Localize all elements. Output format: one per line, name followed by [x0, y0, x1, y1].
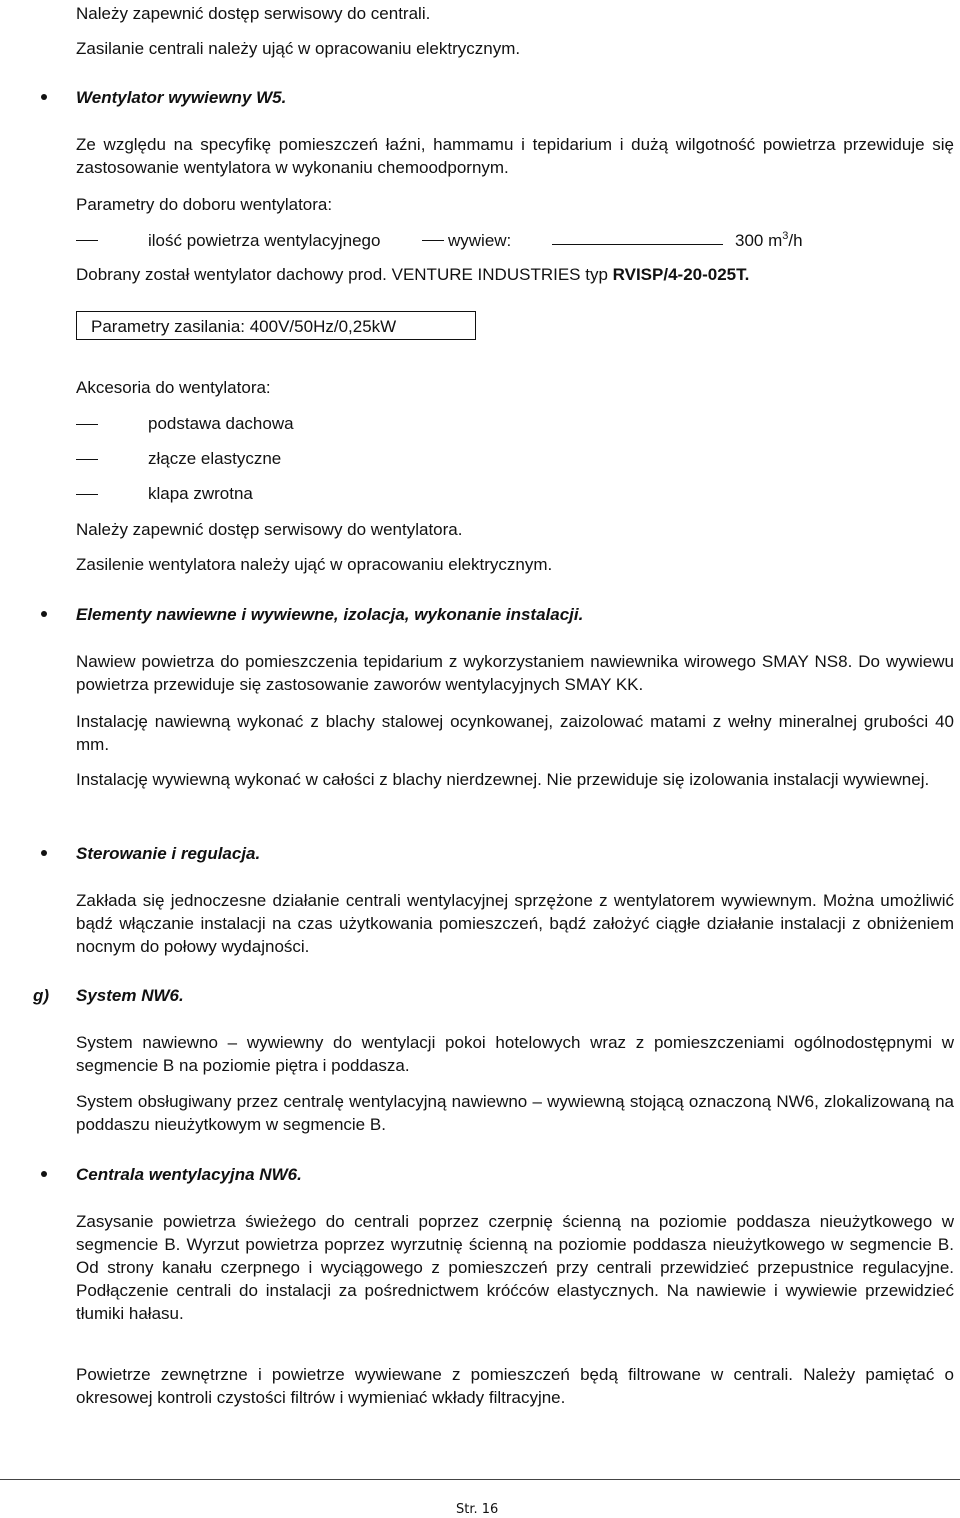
params-label: Parametry do doboru wentylatora: — [76, 195, 333, 214]
paragraph: Instalację wywiewną wykonać w całości z blachy nierdzewnej. Nie przewiduje się izolowania instalacji wywiewnej. — [76, 770, 930, 789]
dash-icon — [422, 240, 444, 241]
paragraph: Zasysanie powietrza świeżego do centrali poprzez czerpnię ścienną na poziomie poddasza nieużytkowego w segmencie B. Wyrzut powietrza poprzez wyrzutnię ścienną na poziomie poddasza nieużytkowego w segmencie B. Od strony kanału czerpnego i wyciągowego z pomieszczeń przy centrali przewidzieć przepustnice regulacyjne. Podłączenie centrali do instalacji za pośrednictwem króćców elastycznych. Na nawiewie i wywiewie przewidzieć tłumiki hałasu. — [76, 1212, 954, 1323]
fill-underline — [552, 244, 723, 245]
zasilania-box: Parametry zasilania: 400V/50Hz/0,25kW — [76, 311, 476, 340]
list-item: klapa zwrotna — [148, 484, 253, 503]
footer-rule — [0, 1479, 960, 1480]
dobrany-line: Dobrany został wentylator dachowy prod. VENTURE INDUSTRIES typ RVISP/4-20-025T. — [76, 265, 750, 284]
param-item-kind: wywiew: — [448, 231, 512, 250]
paragraph: Zasilenie wentylatora należy ująć w opracowaniu elektrycznym. — [76, 555, 553, 574]
paragraph: System obsługiwany przez centralę wentylacyjną nawiewno – wywiewną stojącą oznaczoną NW6, zlokalizowaną na poddaszu nieużytkowym w segmencie B. — [76, 1092, 954, 1134]
param-item: ilość powietrza wentylacyjnego — [148, 231, 381, 250]
akcesoria-label: Akcesoria do wentylatora: — [76, 378, 271, 397]
paragraph: Zasilanie centrali należy ująć w opracowaniu elektrycznym. — [76, 39, 521, 58]
paragraph: Zakłada się jednoczesne działanie centrali wentylacyjnej sprzężone z wentylatorem wywiewnym. Można umożliwić bądź włączanie instalacji na czas użytkowania pomieszczeń, bądź założyć ciągłe działanie instalacji z obniżeniem nocnym do połowy wydajności. — [76, 891, 954, 956]
bullet-dot-icon — [41, 94, 47, 100]
list-item: złącze elastyczne — [148, 449, 282, 468]
dash-icon — [76, 494, 98, 495]
paragraph: Należy zapewnić dostęp serwisowy do wentylatora. — [76, 520, 463, 539]
bullet-dot-icon — [41, 611, 47, 617]
paragraph: Nawiew powietrza do pomieszczenia tepidarium z wykorzystaniem nawiewnika wirowego SMAY NS8. Do wywiewu powietrza przewiduje się zastosowanie zaworów wentylacyjnych SMAY KK. — [76, 652, 954, 694]
section-heading: Sterowanie i regulacja. — [76, 844, 261, 863]
paragraph: Powietrze zewnętrzne i powietrze wywiewane z pomieszczeń będą filtrowane w centrali. Należy pamiętać o okresowej kontroli czystości filtrów i wymieniać wkłady filtracyjne. — [76, 1365, 954, 1407]
section-heading: Wentylator wywiewny W5. — [76, 88, 287, 107]
dash-icon — [76, 240, 98, 241]
section-heading: Centrala wentylacyjna NW6. — [76, 1165, 302, 1184]
bullet-dot-icon — [41, 850, 47, 856]
paragraph: Należy zapewnić dostęp serwisowy do centrali. — [76, 4, 431, 23]
param-value: 300 $m^3/h$ — [735, 230, 803, 250]
dash-icon — [76, 459, 98, 460]
paragraph: Ze względu na specyfikę pomieszczeń łaźni, hammamu i tepidarium i dużą wilgotność powietrza przewiduje się zastosowanie wentylatora w wykonaniu chemoodpornym. — [76, 135, 954, 177]
paragraph: System nawiewno – wywiewny do wentylacji pokoi hotelowych wraz z pomieszczeniami ogólnodostępnymi w segmencie B na poziomie piętra i poddasza. — [76, 1033, 954, 1075]
dash-icon — [76, 424, 98, 425]
section-heading: System NW6. — [76, 986, 184, 1005]
page-number: Str. 16 — [456, 1502, 499, 1517]
paragraph: Instalację nawiewną wykonać z blachy stalowej ocynkowanej, zaizolować matami z wełny mineralnej grubości 40 mm. — [76, 712, 954, 754]
list-item: podstawa dachowa — [148, 414, 294, 433]
section-marker: g) — [33, 986, 50, 1005]
bullet-dot-icon — [41, 1171, 47, 1177]
section-heading: Elementy nawiewne i wywiewne, izolacja, wykonanie instalacji. — [76, 605, 584, 624]
